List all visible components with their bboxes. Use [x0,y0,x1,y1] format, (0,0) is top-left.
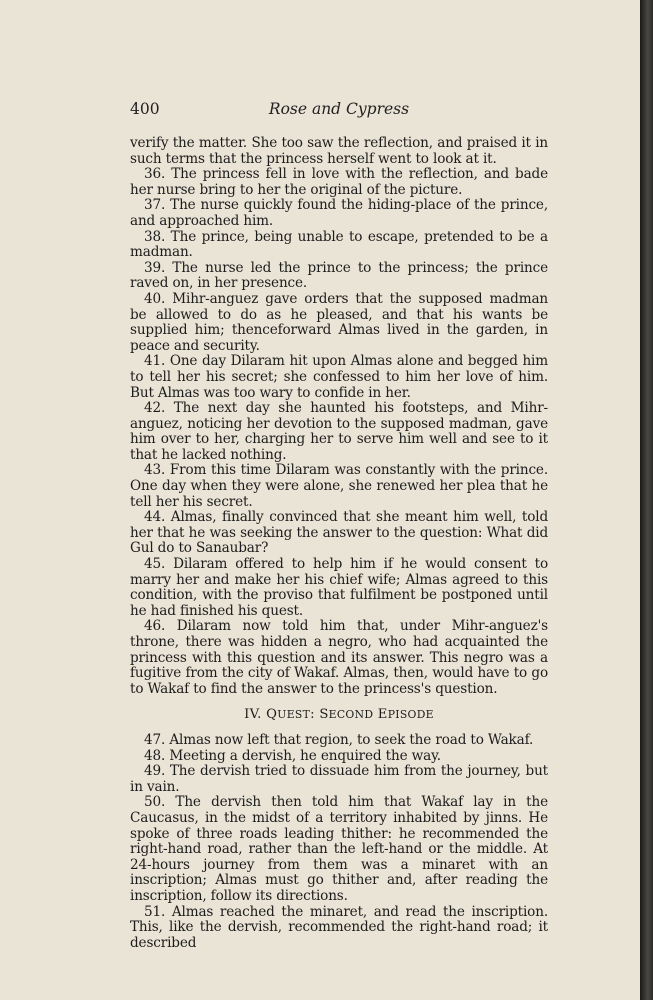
heading-word-episode: EPISODE [377,707,434,723]
paragraph: 48. Meeting a dervish, he enquired the way. [144,747,441,764]
paragraph: 40. Mihr-anguez gave orders that the supposed madman be allowed to do as he pleased, and that his wants be supplied him; thenceforward Almas lived in the garden, in peace and security. [130,290,548,354]
paragraph: 46. Dilaram now told him that, under Mihr-anguez's throne, there was hidden a negro, who had acquainted the princess with this question and its answer. This negro was a fugitive from the city of Wakaf. Almas, then, would have to go to Wakaf to find the answer to the princess's question. [130,618,548,697]
paragraph: 50. The dervish then told him that Wakaf lay in the Caucasus, in the midst of a territory inhabited by jinns. He spoke of three roads leading thither: he recommended the right-hand road, rather than the left-hand or the middle. At 24-hours journey from them was a minaret with an inscription; Almas must go thither and, after reading the inscription, follow its directions. [130,794,548,904]
page-number: 400 [130,100,160,118]
paragraph: 42. The next day she haunted his footsteps, and Mihr-anguez, noticing her devotion to the supposed madman, gave him over to her, charging her to serve him well and see to it that he lacked nothing. [130,400,548,463]
paragraph: 41. One day Dilaram hit upon Almas alone and begged him to tell her his secret; she confessed to him her love of him. But Almas was too wary to confide in her. [130,353,548,401]
body-text [130,136,548,951]
paragraph: 39. The nurse led the prince to the princess; the prince raved on, in her presence. [130,259,548,292]
running-title: Rose and Cypress [268,100,410,118]
heading-numeral: IV. [244,707,262,723]
paragraph: 38. The prince, being unable to escape, pretended to be a madman. [130,228,548,261]
paragraph: 51. Almas reached the minaret, and read the inscription. This, like the dervish, recommended the right-hand road; it described [130,903,548,951]
paragraph: 37. The nurse quickly found the hiding-place of the prince, and approached him. [130,197,548,229]
paragraph: 36. The princess fell in love with the reflection, and bade her nurse bring to her the original of the picture. [130,166,548,198]
heading-word-quest: QUEST: [266,707,315,723]
paragraph: 43. From this time Dilaram was constantly with the prince. One day when they were alone, she renewed her plea that he tell her his secret. [130,462,548,510]
paragraph: 44. Almas, finally convinced that she meant him well, told her that he was seeking the answer to the question: What did Gul do to Sanaubar? [130,509,548,557]
page-header [130,100,548,120]
paragraph: 45. Dilaram offered to help him if he would consent to marry her and make her his chief wife; Almas agreed to this condition, with the proviso that fulfilment be postponed until he had finished his quest. [130,556,548,619]
book-edge [640,0,653,1000]
paragraph: 49. The dervish tried to dissuade him from the journey, but in vain. [130,763,548,795]
paragraph: 47. Almas now left that region, to seek the road to Wakaf. [144,731,534,748]
paragraph: verify the matter. She too saw the reflection, and praised it in such terms that the princess herself went to look at it. [130,135,548,167]
section-heading [130,707,548,723]
heading-word-second: SECOND [319,707,374,723]
